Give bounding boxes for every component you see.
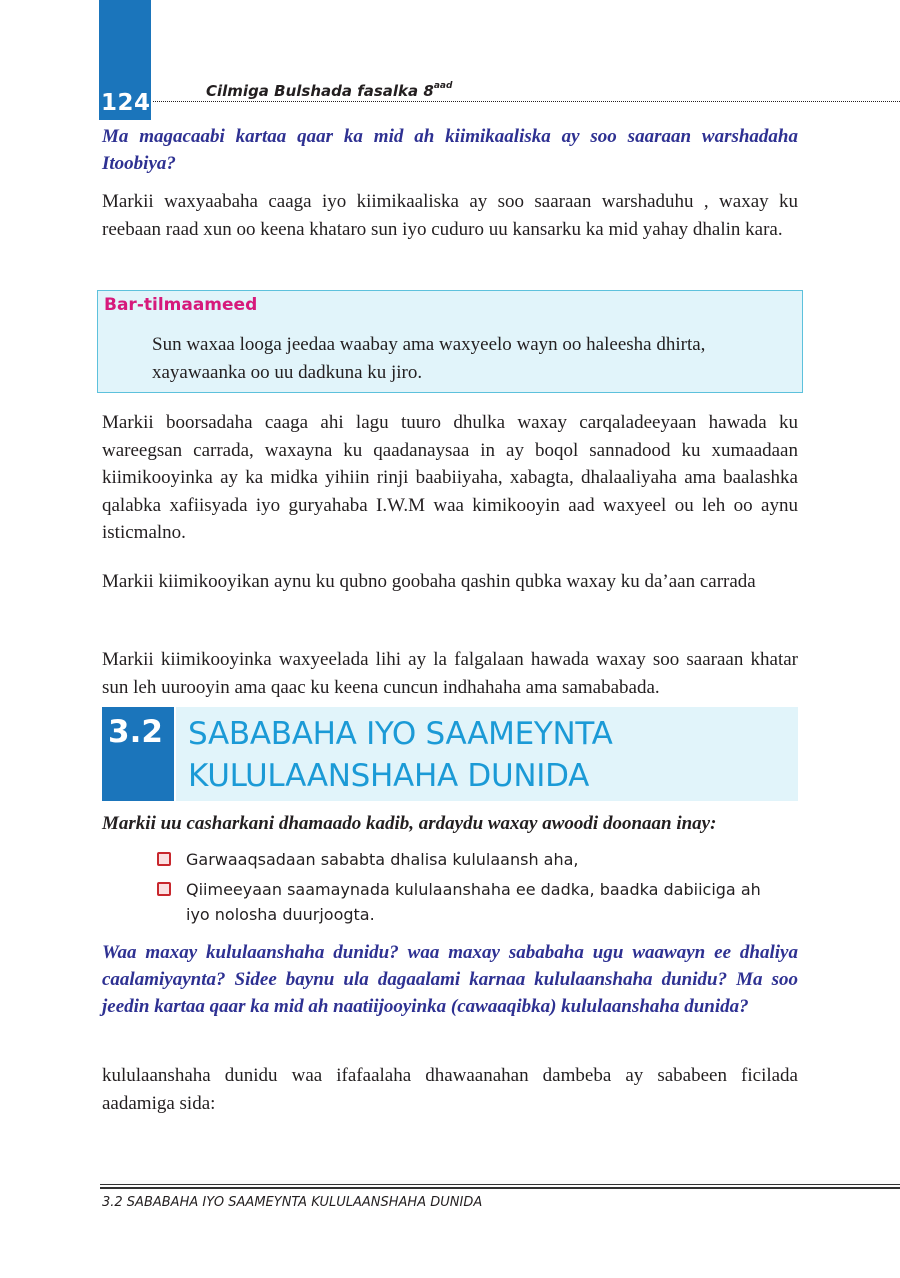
objectives-list bbox=[152, 847, 772, 932]
checkbox-bullet-icon bbox=[157, 882, 171, 896]
footer-rule-thick bbox=[100, 1187, 900, 1189]
header-dotted-rule bbox=[153, 101, 900, 102]
objective-item bbox=[152, 877, 772, 927]
paragraph-2: Markii boorsadaha caaga ahi lagu tuuro dhulka waxay carqaladeeyaan hawada ku wareegsan carrada, waxayna ku qaadanaysaa in ay boqol sannadood ku xumaadaan kiimikooyinka ay ka midka yihiin rinji baabiiyaha, xabagta, dhalaaliyaha ama baalashka qalabka xafiisyada iyo guryahaba I.W.M waa kimikooyin aad waxyeel ou leh oo aynu isticmalno. bbox=[102, 412, 798, 543]
definition-box-text: Sun waxaa looga jeedaa waabay ama waxyeelo wayn oo haleesha dhirta, xayawaanka oo uu dadkuna ku jiro. bbox=[152, 334, 706, 383]
paragraph-3: Markii kiimikooyikan aynu ku qubno goobaha qashin qubka waxay ku da’aan carrada bbox=[102, 571, 756, 592]
question-text-2: Waa maxay kululaanshaha dunidu? waa maxay sababaha ugu waawayn ee dhaliya caalamiyaynta? Sidee baynu ula dagaalami karnaa kululaanshaha dunidu? Ma soo jeedin kartaa qaar ka mid ah naatiijooyinka (cawaaqibka) kululaanshaha dunida? bbox=[102, 942, 798, 1017]
footer-rule-thin bbox=[100, 1184, 900, 1185]
section-title-line-2: KULULAANSHAHA DUNIDA bbox=[188, 758, 590, 794]
paragraph-1: Markii waxyaabaha caaga iyo kiimikaaliska ay soo saaraan warshaduhu , waxay ku reebaan raad xun oo keena khataro sun iyo cuduro uu kansarku ka mid yahay dhalin kara. bbox=[102, 191, 798, 240]
running-header-superscript: aad bbox=[433, 81, 453, 91]
section-title bbox=[188, 713, 613, 797]
objective-item-text: Qiimeeyaan saamaynada kululaanshaha ee dadka, baadka dabiiciga ah iyo nolosha duurjoogta. bbox=[186, 880, 761, 924]
objective-item-text: Garwaaqsadaan sababta dhalisa kululaansh aha, bbox=[186, 850, 579, 869]
definition-box bbox=[97, 290, 803, 393]
running-header-title: Cilmiga Bulshada fasalka 8 bbox=[206, 82, 434, 100]
question-text-1: Ma magacaabi kartaa qaar ka mid ah kiimikaaliska ay soo saaraan warshadaha Itoobiya? bbox=[102, 126, 798, 174]
paragraph-4: Markii kiimikooyinka waxyeelada lihi ay la falgalaan hawada waxay soo saaraan khatar sun leh uurooyin ama qaac ku keena cuncun indhahaha ama samababada. bbox=[102, 649, 798, 698]
section-title-line-1: SABABAHA IYO SAAMEYNTA bbox=[188, 716, 613, 752]
checkbox-bullet-icon bbox=[157, 852, 171, 866]
running-header bbox=[206, 82, 452, 100]
paragraph-5: kululaanshaha dunidu waa ifafaalaha dhawaanahan dambeba ay sababeen ficilada aadamiga sida: bbox=[102, 1065, 798, 1114]
page-number: 124 bbox=[101, 90, 151, 116]
footer-running-title: 3.2 SABABAHA IYO SAAMEYNTA KULULAANSHAHA DUNIDA bbox=[102, 1195, 483, 1210]
objectives-lead: Markii uu casharkani dhamaado kadib, ardaydu waxay awoodi doonaan inay: bbox=[102, 813, 717, 834]
section-number: 3.2 bbox=[108, 714, 163, 750]
definition-box-title: Bar-tilmaameed bbox=[104, 295, 258, 315]
objective-item bbox=[152, 847, 772, 872]
